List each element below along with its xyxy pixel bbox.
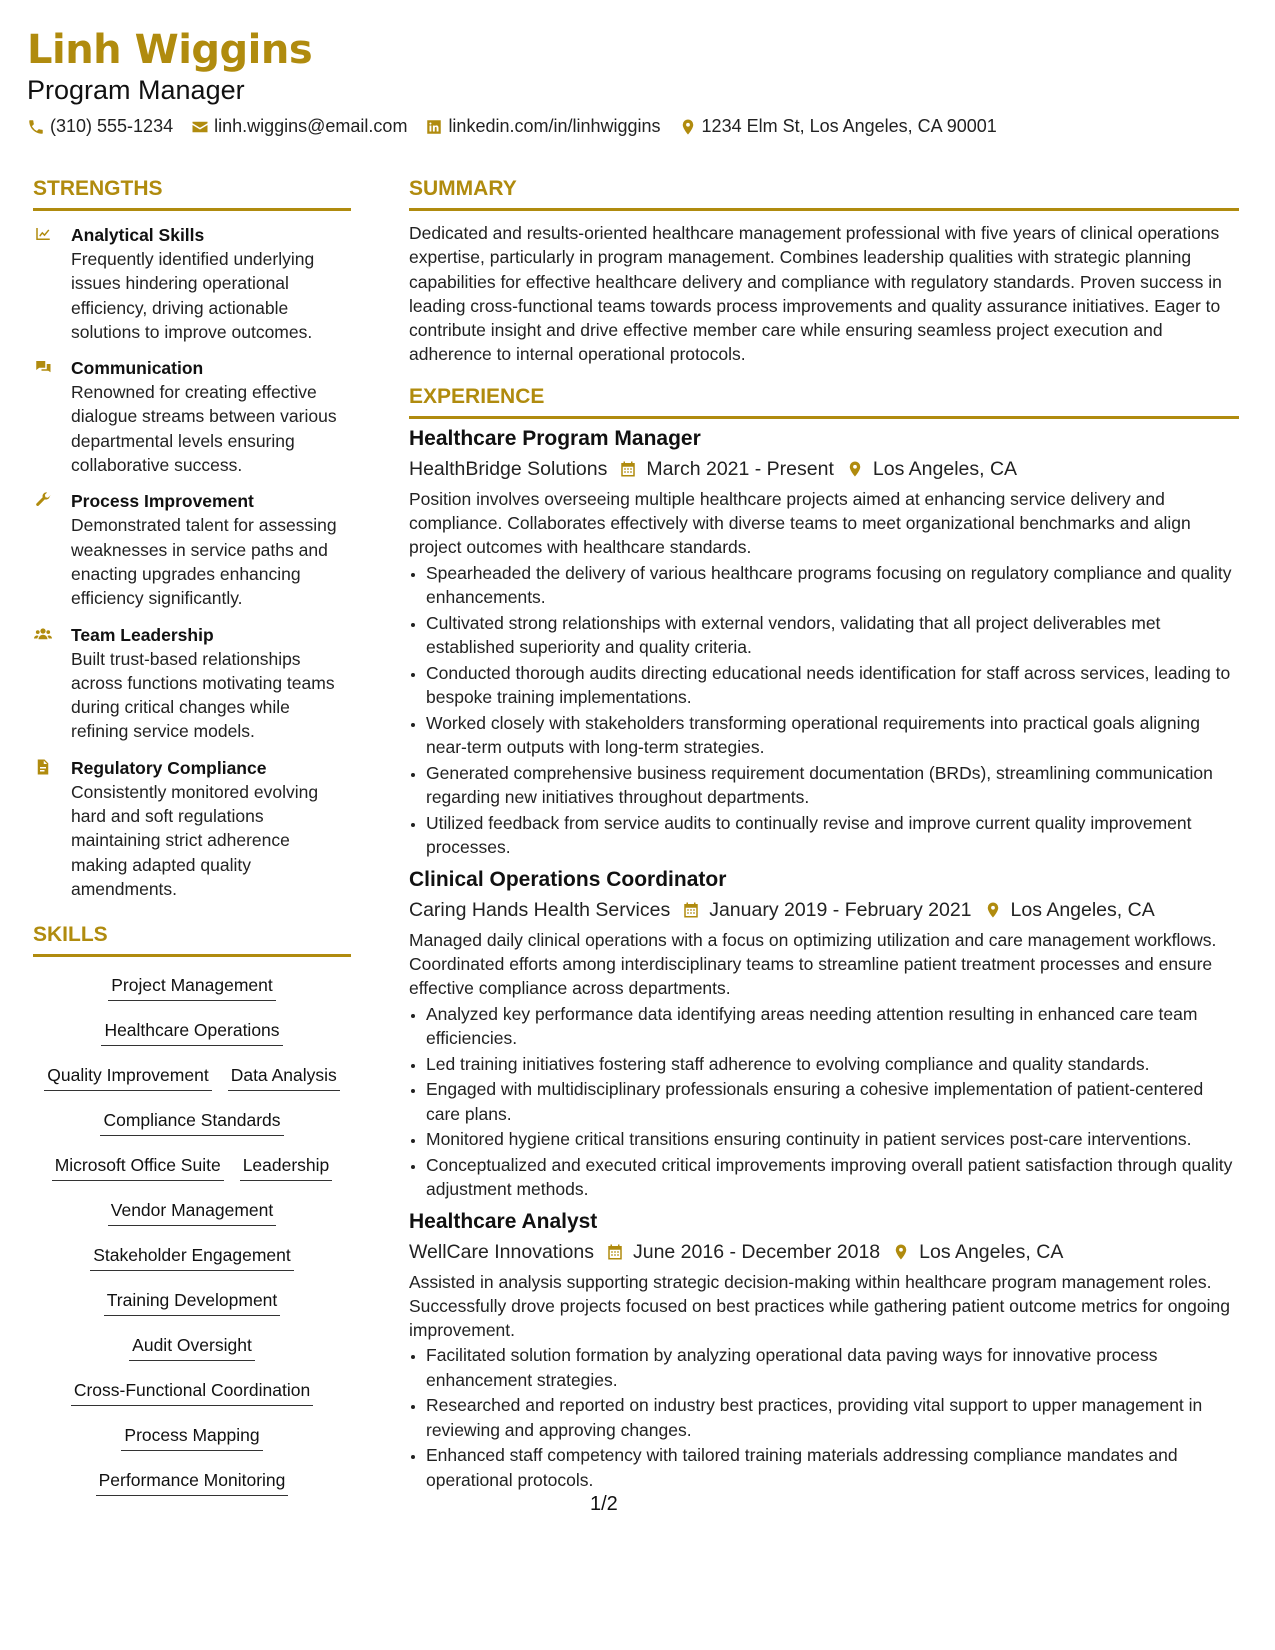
- contact-phone-text: (310) 555-1234: [50, 116, 174, 136]
- job-description: Position involves overseeing multiple healthcare projects aimed at enhancing service delivery and compliance. Collaborates effectively with diverse teams to meet organizational benchmarks and align project outcomes with healthcare standards.: [409, 488, 1191, 558]
- skill-row: [33, 1280, 351, 1325]
- calendar-icon: [682, 901, 700, 919]
- job-bullet: • Cultivated strong relationships with external vendors, validating that all project deliverables met established superiority and quality criteria.: [426, 611, 1239, 660]
- strength-title: Communication: [71, 358, 204, 379]
- job-title: Healthcare Analyst: [409, 1209, 598, 1233]
- skill-tag: Leadership: [240, 1153, 333, 1181]
- map-pin-icon: [679, 118, 697, 136]
- job-bullets: [409, 1343, 1239, 1492]
- candidate-title: Program Manager: [27, 75, 245, 105]
- strength-desc: Demonstrated talent for assessing weaknesses in service paths and enacting upgrades enhancing efficiency significantly.: [71, 515, 337, 609]
- candidate-name: Linh Wiggins: [27, 27, 313, 73]
- strength-title: Regulatory Compliance: [71, 757, 267, 778]
- resume-header: [27, 26, 1255, 137]
- strength-title: Analytical Skills: [71, 225, 205, 245]
- job-dates: June 2016 - December 2018: [632, 1240, 881, 1263]
- job-meta: [409, 895, 1239, 925]
- page-number: 1/2: [590, 1493, 618, 1515]
- map-pin-icon: [846, 460, 864, 478]
- strength-item: [33, 623, 351, 744]
- summary-text: Dedicated and results-oriented healthcare management professional with five years of clinical operations expertise, particularly in program management. Combines leadership qualities with strategic planning capabilities for effective healthcare delivery and compliance with regulatory standards. Proven success in leading cross-functional teams towards process improvements and quality assurance initiatives. Eager to contribute insight and drive effective member care while ensuring seamless project execution and adherence to internal operational protocols.: [409, 223, 1222, 365]
- contact-linkedin-text: linkedin.com/in/linhwiggins: [448, 116, 661, 136]
- users-icon: [33, 625, 53, 643]
- job-bullet: • Conducted thorough audits directing educational needs identification for staff across services, leading to bespoke training implementations.: [426, 661, 1239, 710]
- job-bullet: • Conceptualized and executed critical improvements improving overall patient satisfaction through quality adjustment methods.: [426, 1153, 1239, 1202]
- job-dates: January 2019 - February 2021: [709, 898, 972, 921]
- strength-desc: Renowned for creating effective dialogue streams between various departmental levels ensuring collaborative success.: [71, 382, 337, 476]
- job-bullet: • Worked closely with stakeholders transforming operational requirements into practical goals aligning near-term outputs with long-term strategies.: [426, 711, 1239, 760]
- job-bullet: • Generated comprehensive business requirement documentation (BRDs), streamlining communication regarding new initiatives throughout departments.: [426, 761, 1239, 810]
- job-company: Caring Hands Health Services: [409, 898, 671, 921]
- job-company: HealthBridge Solutions: [409, 457, 608, 480]
- job-bullets: [409, 561, 1239, 860]
- strength-item: [33, 356, 351, 477]
- skill-row: [33, 1415, 351, 1460]
- job-bullet: • Monitored hygiene critical transitions ensuring continuity in patient services post-care interventions.: [426, 1127, 1239, 1152]
- map-pin-icon: [892, 1243, 910, 1261]
- skill-tag: Training Development: [104, 1288, 281, 1316]
- contact-bar: [27, 116, 1255, 137]
- skill-row: [33, 1145, 351, 1190]
- wrench-icon: [33, 491, 53, 509]
- job-entry: [409, 866, 1239, 1202]
- strength-desc: Frequently identified underlying issues hindering operational efficiency, driving actionable solutions to improve outcomes.: [71, 249, 315, 342]
- contact-email-text: linh.wiggins@email.com: [214, 116, 408, 136]
- map-pin-icon: [984, 901, 1002, 919]
- summary-heading: SUMMARY: [409, 176, 1239, 211]
- skill-tag: Audit Oversight: [129, 1333, 255, 1361]
- linkedin-icon: [425, 118, 443, 136]
- strength-title: Process Improvement: [71, 491, 254, 512]
- contact-address-text: 1234 Elm St, Los Angeles, CA 90001: [701, 116, 997, 136]
- job-location: Los Angeles, CA: [872, 457, 1018, 480]
- calendar-icon: [619, 460, 637, 478]
- strength-desc: Consistently monitored evolving hard and soft regulations maintaining strict adherence making adapted quality amendments.: [71, 781, 319, 899]
- job-dates: March 2021 - Present: [646, 457, 834, 480]
- job-bullet: • Led training initiatives fostering staff adherence to evolving compliance and quality standards.: [426, 1052, 1239, 1077]
- left-column: [33, 176, 351, 1505]
- skill-row: [33, 1460, 351, 1505]
- job-bullet: • Utilized feedback from service audits to continually revise and improve current quality improvement processes.: [426, 811, 1239, 860]
- job-location: Los Angeles, CA: [919, 1240, 1064, 1263]
- strength-desc: Built trust-based relationships across functions motivating teams during critical changes while refining service models.: [71, 648, 335, 742]
- job-bullet: • Enhanced staff competency with tailored training materials addressing compliance mandates and operational protocols.: [426, 1443, 1239, 1492]
- job-meta: [409, 454, 1239, 484]
- skill-row: [33, 965, 351, 1010]
- job-meta: [409, 1237, 1239, 1267]
- phone-icon: [27, 118, 45, 136]
- skill-tag: Microsoft Office Suite: [52, 1153, 224, 1181]
- experience-heading: EXPERIENCE: [409, 384, 1239, 419]
- skill-tag: Compliance Standards: [100, 1108, 283, 1136]
- envelope-icon: [191, 118, 209, 136]
- chat-bubbles-icon: [33, 358, 53, 376]
- right-column: [409, 176, 1239, 1493]
- strength-item: [33, 223, 351, 344]
- contact-phone[interactable]: [27, 116, 173, 137]
- job-bullet: • Engaged with multidisciplinary professionals ensuring a cohesive implementation of patient-centered care plans.: [426, 1077, 1239, 1126]
- chart-line-icon: [33, 225, 53, 243]
- skill-tag: Process Mapping: [121, 1423, 262, 1451]
- skill-tag: Healthcare Operations: [101, 1018, 282, 1046]
- skills-heading: SKILLS: [33, 922, 351, 957]
- strength-item: [33, 489, 351, 610]
- job-title: Clinical Operations Coordinator: [409, 867, 727, 891]
- skill-row: [33, 1370, 351, 1415]
- job-company: WellCare Innovations: [409, 1240, 594, 1263]
- skill-tag: Quality Improvement: [44, 1063, 211, 1091]
- contact-email[interactable]: [191, 116, 407, 137]
- skill-tag: Project Management: [108, 973, 275, 1001]
- contact-address: [679, 116, 997, 137]
- job-title: Healthcare Program Manager: [409, 426, 701, 450]
- job-entry: [409, 1208, 1239, 1493]
- skill-row: [33, 1235, 351, 1280]
- skills-list: [33, 965, 351, 1505]
- job-description: Assisted in analysis supporting strategic decision-making within healthcare program management roles. Successfully drove projects focused on best practices while gathering patient outcome metrics for ongoing improvement.: [409, 1271, 1230, 1341]
- job-description: Managed daily clinical operations with a focus on optimizing utilization and care management workflows. Coordinated efforts among interdisciplinary teams to streamline patient treatment processes and ensure effective compliance across departments.: [409, 929, 1217, 999]
- skill-row: [33, 1325, 351, 1370]
- strengths-heading: STRENGTHS: [33, 176, 351, 211]
- skill-tag: Cross-Functional Coordination: [71, 1378, 313, 1406]
- skill-tag: Stakeholder Engagement: [90, 1243, 294, 1271]
- job-bullets: [409, 1002, 1239, 1202]
- job-location: Los Angeles, CA: [1010, 898, 1155, 921]
- skill-row: [33, 1055, 351, 1100]
- job-entry: [409, 425, 1239, 860]
- strength-title: Team Leadership: [71, 624, 214, 645]
- skill-tag: Performance Monitoring: [96, 1468, 289, 1496]
- document-icon: [33, 758, 53, 776]
- skill-tag: Vendor Management: [108, 1198, 276, 1226]
- job-bullet: • Spearheaded the delivery of various healthcare programs focusing on regulatory compliance and quality enhancements.: [426, 561, 1239, 610]
- contact-linkedin[interactable]: [425, 116, 660, 137]
- calendar-icon: [606, 1243, 624, 1261]
- skill-row: [33, 1100, 351, 1145]
- job-bullet: • Researched and reported on industry best practices, providing vital support to upper management in reviewing and approving changes.: [426, 1393, 1239, 1442]
- skill-tag: Data Analysis: [228, 1063, 340, 1091]
- skill-row: [33, 1010, 351, 1055]
- skill-row: [33, 1190, 351, 1235]
- strength-item: [33, 756, 351, 901]
- job-bullet: • Analyzed key performance data identifying areas needing attention resulting in enhanced care team efficiencies.: [426, 1002, 1239, 1051]
- job-bullet: • Facilitated solution formation by analyzing operational data paving ways for innovative process enhancement strategies.: [426, 1343, 1239, 1392]
